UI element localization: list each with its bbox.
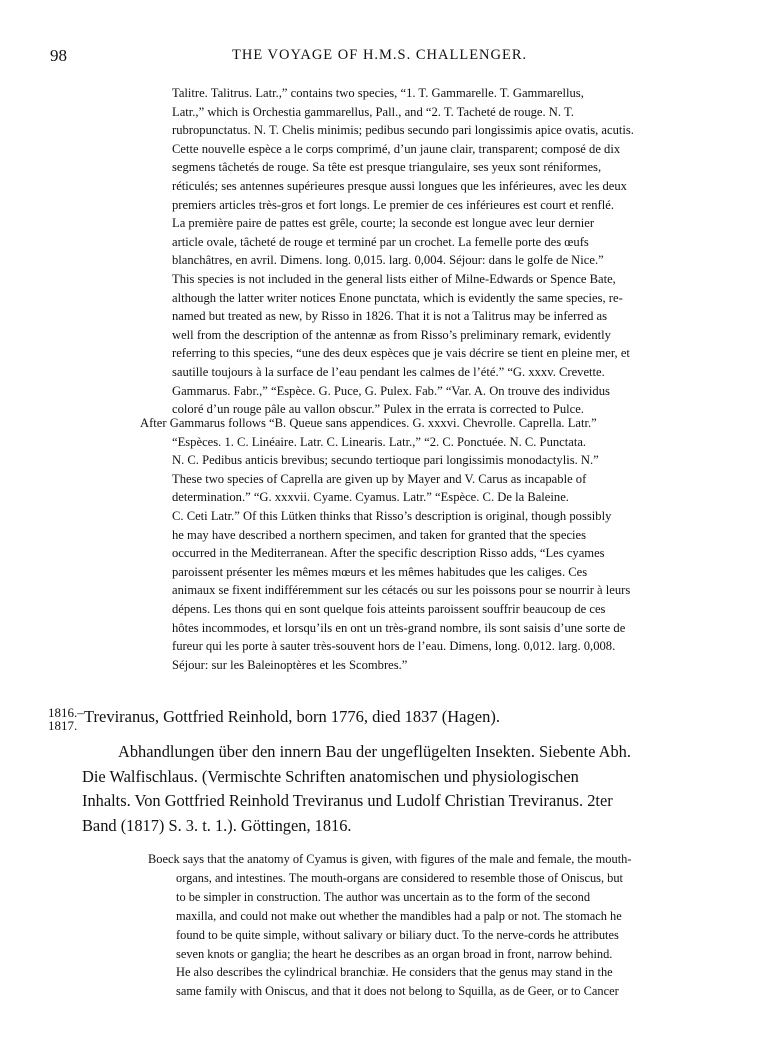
text-line: blanchâtres, en avril. Dimens. long. 0,015. larg. 0,004. Séjour: dans le golfe de Nice.” <box>172 253 604 268</box>
text-line: La première paire de pattes est grêle, courte; la seconde est longue avec leur dernier <box>172 216 595 231</box>
text-line: Cette nouvelle espèce a le corps comprimé, d’un jaune clair, transparent; composé de dix <box>172 141 621 156</box>
text-line: determination.” “G. xxxvii. Cyame. Cyamus. Latr.” “Espèce. C. De la Baleine. <box>172 490 569 505</box>
entry-years <box>48 706 84 732</box>
text-line: coloré d’un rouge pâle au vallon obscur.” Pulex in the errata is corrected to Pulce. <box>172 402 584 417</box>
text-line: He also describes the cylindrical branchiæ. He considers that the genus may stand in the <box>176 965 613 980</box>
text-line: This species is not included in the general lists either of Milne-Edwards or Spence Bate, <box>172 271 616 286</box>
text-line: segmens tâchetés de rouge. Sa tête est presque triangulaire, ses yeux sont réniformes, <box>172 160 602 175</box>
entry-author: Treviranus, Gottfried Reinhold, born 1776, died 1837 (Hagen). <box>84 707 500 726</box>
text-line: Talitre. Talitrus. Latr.,” contains two species, “1. T. Gammarelle. T. Gammarellus, <box>172 86 584 100</box>
title-line: Inhalts. Von Gottfried Reinhold Treviranus und Ludolf Christian Treviranus. 2ter <box>82 791 613 810</box>
text-line: dépens. Les thons qui en sont quelque fois atteints paroissent souffrir beaucoup de ces <box>172 601 606 616</box>
title-line: Die Walfischlaus. (Vermischte Schriften anatomischen und physiologischen <box>82 766 579 786</box>
text-line: réticulés; ses antennes supérieures presque aussi longues que les inférieures, avec les deux <box>172 178 627 193</box>
running-title: THE VOYAGE OF H.M.S. CHALLENGER. <box>232 47 528 63</box>
text-line: seven knots or ganglia; the heart he describes as an organ broad in front, narrow behind. <box>176 946 613 961</box>
text-line: hôtes incommodes, et lorsqu’ils en ont un très-grand nombre, ils sont saisis d’une sorte de <box>172 620 626 635</box>
text-line: referring to this species, “une des deux espèces que je vais décrire se tient en pleine mer, et <box>172 346 630 361</box>
page-header <box>0 46 776 68</box>
text-line: C. Ceti Latr.” Of this Lütken thinks that Risso’s description is original, though possibly <box>172 508 612 523</box>
text-line: organs, and intestines. The mouth-organs are considered to resemble those of Oniscus, but <box>176 870 624 885</box>
text-line: to be simpler in construction. The author was uncertain as to the form of the second <box>176 889 591 904</box>
text-line: After Gammarus follows “B. Queue sans appendices. G. xxxvi. Chevrolle. Caprella. Latr.” <box>140 416 597 430</box>
text-line: animaux se fixent indifféremment sur les cétacés ou sur les poissons pour se nourrir à leurs <box>172 583 631 598</box>
quoted-passage-talitre <box>172 84 732 419</box>
text-line: same family with Oniscus, and that it does not belong to Squilla, as de Geer, or to Cancer <box>176 984 619 999</box>
text-line: named but treated as new, by Risso in 1826. That it is not a Talitrus may be inferred as <box>172 309 608 324</box>
text-line: Latr.,” which is Orchestia gammarellus, Pall., and “2. T. Tacheté de rouge. N. T. <box>172 104 574 119</box>
text-line: “Espèces. 1. C. Linéaire. Latr. C. Linearis. Latr.,” “2. C. Ponctuée. N. C. Punctata. <box>172 434 587 449</box>
text-line: fureur qui les porte à sauter très-souvent hors de l’eau. Dimens, long. 0,012. larg. 0,008. <box>172 639 616 654</box>
text-line: sautille toujours à la surface de l’eau pendant les calmes de l’été.” “G. xxxv. Crevette. <box>172 364 605 379</box>
text-line: well from the description of the antennæ as from Risso’s preliminary remark, evidently <box>172 327 611 342</box>
entry-year-start: 1816.– <box>48 705 84 720</box>
text-line: maxilla, and could not make out whether the mandibles had a palp or not. The stomach he <box>176 908 622 923</box>
text-line: premiers articles très-gros et fort longs. Le premier de ces inférieures est court et renflé. <box>172 197 614 212</box>
text-line: N. C. Pedibus anticis brevibus; secundo tertioque pari longissimis monodactylis. N.” <box>172 453 599 468</box>
work-title <box>82 740 738 838</box>
page-number: 98 <box>50 46 67 65</box>
text-line: rubropunctatus. N. T. Chelis minimis; pedibus secundo pari longissimis apice ovatis, acutis. <box>172 123 634 138</box>
text-line: Séjour: sur les Baleinoptères et les Scombres.” <box>172 657 408 672</box>
text-line: found to be quite simple, without salivary or biliary duct. To the nerve-cords he attributes <box>176 927 619 942</box>
entry-year-end: 1817. <box>48 718 78 733</box>
text-line: he may have described a northern specimen, and taken for granted that the species <box>172 527 587 542</box>
text-line: occurred in the Mediterranean. After the specific description Risso adds, “Les cyames <box>172 546 605 561</box>
quoted-passage-gammarus <box>140 414 734 674</box>
entry-notes <box>148 850 728 1001</box>
text-line: although the latter writer notices Enone punctata, which is evidently the same species, re- <box>172 290 623 305</box>
title-line: Abhandlungen über den innern Bau der ungeflügelten Insekten. Siebente Abh. <box>118 742 631 761</box>
text-line: These two species of Caprella are given up by Mayer and V. Carus as incapable of <box>172 471 587 486</box>
text-line: Gammarus. Fabr.,” “Espèce. G. Puce, G. Pulex. Fab.” “Var. A. On trouve des individus <box>172 383 610 398</box>
text-line: article ovale, tâcheté de rouge et terminé par un crochet. La femelle porte des œufs <box>172 234 589 249</box>
text-line: Boeck says that the anatomy of Cyamus is given, with figures of the male and female, the mouth- <box>148 852 632 866</box>
text-line: paroissent présenter les mêmes mœurs et les mêmes habitudes que les caliges. Ces <box>172 564 588 579</box>
title-line: Band (1817) S. 3. t. 1.). Göttingen, 1816. <box>82 815 352 835</box>
